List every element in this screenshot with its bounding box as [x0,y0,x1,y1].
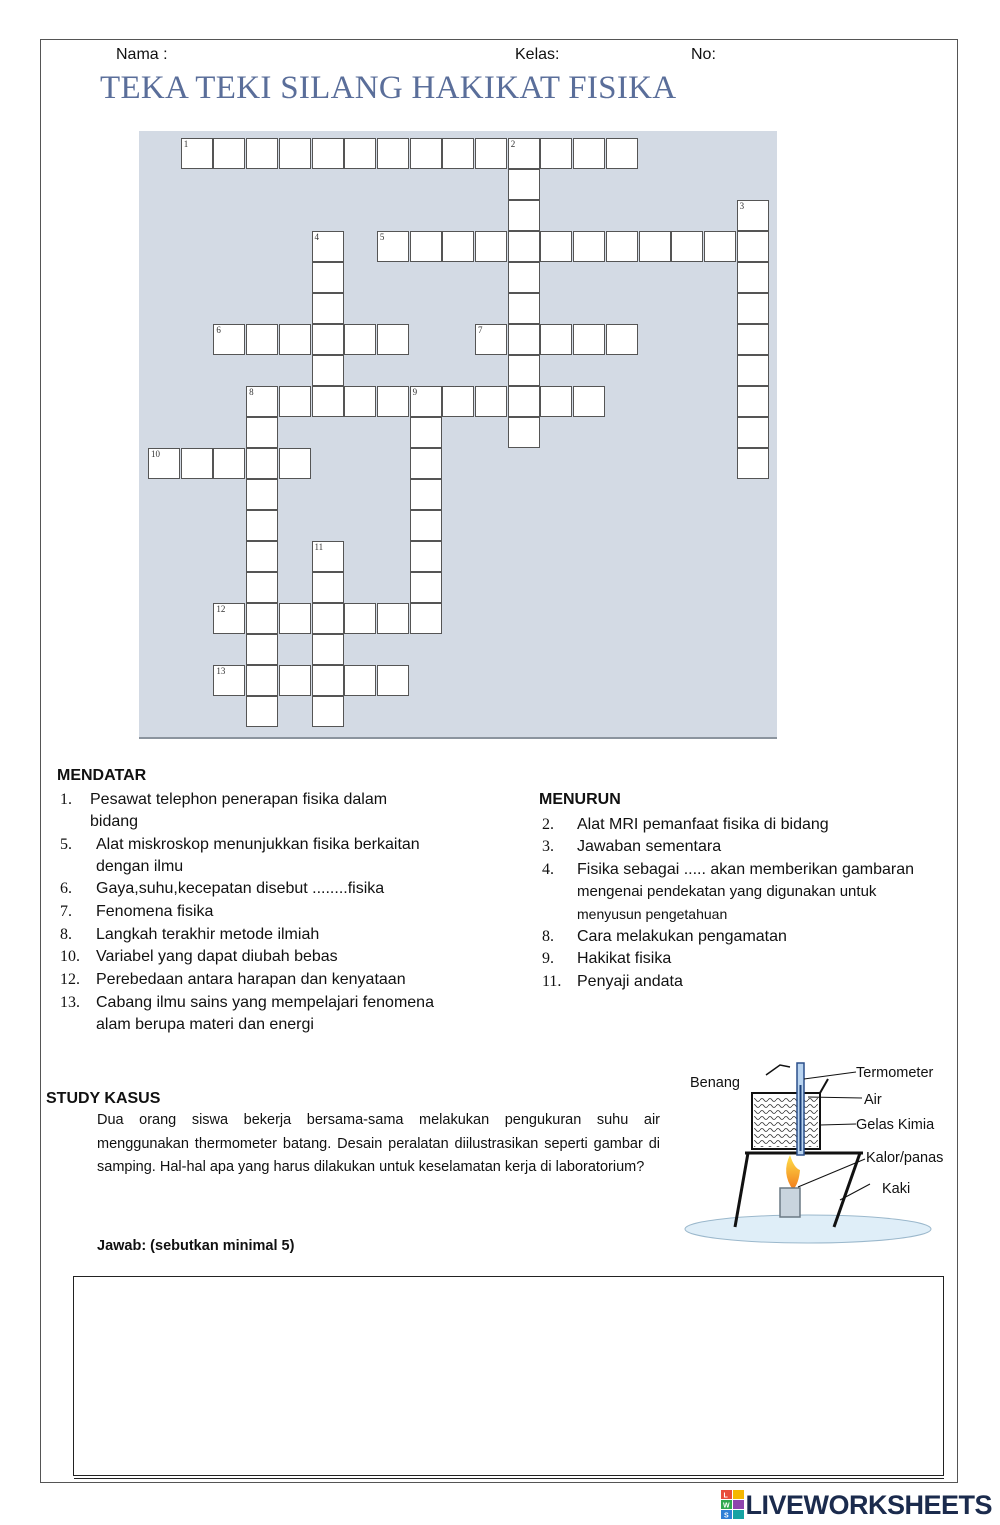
clue-number: 8 [249,387,254,397]
clue-item-text: Alat miskroskop menunjukkan fisika berkaitan [96,836,420,853]
crossword-cell[interactable] [279,448,311,479]
crossword-cell[interactable] [573,386,605,417]
clue-item [542,971,683,993]
crossword-cell[interactable] [344,386,376,417]
clue-number: 13 [216,666,226,676]
crossword-cell[interactable] [377,231,409,262]
clue-item-text: Fisika sebagai ..... akan memberikan gambaran [577,861,915,878]
logo-letter-w: W [723,1502,731,1510]
crossword-cell[interactable] [704,231,736,262]
crossword-cell[interactable] [312,634,344,665]
pointer-gelas [820,1124,856,1125]
crossword-cell[interactable] [312,603,344,634]
clue-number: 3 [739,201,745,211]
clue-number: 7 [478,325,483,335]
class-label: Kelas: [515,46,560,63]
clue-item-number: 8. [60,926,72,943]
clue-item-text: Perebedaan antara harapan dan kenyataan [96,971,406,988]
clue-number: 11 [314,542,324,552]
crossword-cell[interactable] [246,634,278,665]
clue-item-number: 11. [542,973,562,990]
clue-item [542,948,671,970]
crossword-cell[interactable] [671,231,703,262]
clue-number: 5 [379,232,385,242]
crossword-cell[interactable] [344,324,376,355]
answer-box[interactable] [73,1276,944,1476]
crossword-cell[interactable] [475,231,507,262]
clue-item [60,834,420,878]
logo-icon [721,1490,745,1520]
clue-item [60,992,434,1036]
clue-item-text: Cabang ilmu sains yang mempelajari fenomena [96,994,434,1011]
clue-item-continuation: mengenai pendekatan yang digunakan untuk [577,883,877,900]
clue-item-continuation: menyusun pengetahuan [577,906,728,922]
crossword-cell[interactable] [442,231,474,262]
crossword-cell[interactable] [606,138,638,169]
crossword-cell[interactable] [573,138,605,169]
crossword-cell[interactable] [508,169,540,200]
crossword-cell[interactable] [737,417,769,448]
clue-number: 12 [216,604,226,614]
clue-number: 1 [183,139,189,149]
crossword-cell[interactable] [737,386,769,417]
liveworksheets-logo [721,1489,992,1521]
clue-item-number: 8. [542,928,554,945]
lab-apparatus-illustration [680,1055,950,1255]
answer-label: Jawab: (sebutkan minimal 5) [97,1238,295,1254]
crossword-cell[interactable] [246,324,278,355]
page-title: TEKA TEKI SILANG HAKIKAT FISIKA [100,70,677,106]
crossword-cell[interactable] [312,262,344,293]
crossword-cell[interactable] [312,572,344,603]
clue-item [60,946,338,968]
crossword-cell[interactable] [246,386,278,417]
crossword-cell[interactable] [508,293,540,324]
crossword-cell[interactable] [312,541,344,572]
crossword-cell[interactable] [246,448,278,479]
clue-item-continuation: alam berupa materi dan energi [96,1016,314,1033]
crossword-cell[interactable] [279,603,311,634]
label-benang: Benang [690,1075,740,1091]
clue-item-number: 6. [60,880,72,897]
crossword-cell[interactable] [508,231,540,262]
crossword-cell[interactable] [246,665,278,696]
crossword-cell[interactable] [442,386,474,417]
crossword-cell[interactable] [377,138,409,169]
crossword-cell[interactable] [246,417,278,448]
clue-item-number: 12. [60,971,80,988]
clue-item [542,836,721,858]
beaker-spout [820,1079,828,1093]
crossword-cell[interactable] [312,386,344,417]
crossword-cell[interactable] [181,448,213,479]
crossword-cell[interactable] [508,386,540,417]
crossword-cell[interactable] [573,231,605,262]
crossword-cell[interactable] [213,448,245,479]
crossword-cell[interactable] [410,603,442,634]
crossword-cell[interactable] [573,324,605,355]
clue-item-text: Jawaban sementara [577,838,722,855]
crossword-cell[interactable] [540,138,572,169]
crossword-cell[interactable] [410,479,442,510]
crossword-cell[interactable] [344,603,376,634]
crossword-cell[interactable] [475,324,507,355]
crossword-cell[interactable] [279,324,311,355]
crossword-cell[interactable] [410,510,442,541]
crossword-cell[interactable] [377,603,409,634]
crossword-cell[interactable] [639,231,671,262]
crossword-cell[interactable] [246,572,278,603]
clue-item [542,814,829,836]
burner [780,1188,800,1217]
crossword-cell[interactable] [606,324,638,355]
crossword-cell[interactable] [377,324,409,355]
number-label: No: [691,46,716,63]
clue-item-number: 7. [60,903,72,920]
crossword-cell[interactable] [475,386,507,417]
crossword-cell[interactable] [410,417,442,448]
study-case-title: STUDY KASUS [46,1090,161,1107]
crossword-cell[interactable] [410,231,442,262]
crossword-cell[interactable] [312,293,344,324]
clue-item [542,926,787,948]
label-gelas-kimia: Gelas Kimia [856,1117,935,1133]
crossword-cell[interactable] [312,355,344,386]
name-label: Nama : [116,46,168,63]
clue-item-text: Pesawat telephon penerapan fisika dalam [90,791,388,808]
clue-item [542,859,914,925]
clue-item-continuation: dengan ilmu [96,858,184,875]
clue-number: 2 [510,139,516,149]
crossword-cell[interactable] [475,138,507,169]
clue-item-number: 1. [60,791,72,808]
table-surface [685,1215,931,1243]
crossword-cell[interactable] [508,138,540,169]
clue-item-number: 10. [60,948,80,965]
crossword-cell[interactable] [540,386,572,417]
crossword-cell[interactable] [410,386,442,417]
crossword-cell[interactable] [410,572,442,603]
crossword-cell[interactable] [737,200,769,231]
crossword-cell[interactable] [344,665,376,696]
clue-item [60,969,406,991]
crossword-cell[interactable] [279,138,311,169]
study-case-text: Dua orang siswa bekerja bersama-sama melakukan pengukuran suhu air menggunakan thermometer batang. Desain peralatan diilustrasikan seperti gambar di samping. Hal-hal apa yang harus dilakukan untuk keselamatan kerja di laboratorium? [97,1112,660,1175]
crossword-cell[interactable] [312,231,344,262]
crossword-cell[interactable] [508,417,540,448]
crossword-board [139,131,777,739]
crossword-cell[interactable] [737,262,769,293]
crossword-cell[interactable] [540,231,572,262]
crossword-cell[interactable] [246,603,278,634]
label-termometer: Termometer [856,1065,934,1081]
crossword-cell[interactable] [246,696,278,727]
crossword-cell[interactable] [246,510,278,541]
crossword-cell[interactable] [508,324,540,355]
crossword-cell[interactable] [606,231,638,262]
clue-item-number: 9. [542,950,554,967]
clue-item-number: 13. [60,994,80,1011]
crossword-cell[interactable] [442,138,474,169]
crossword-cell[interactable] [312,324,344,355]
clue-item [60,789,387,833]
crossword-cell[interactable] [737,355,769,386]
crossword-cell[interactable] [213,603,245,634]
crossword-cell[interactable] [410,448,442,479]
crossword-cell[interactable] [279,386,311,417]
crossword-cell[interactable] [737,293,769,324]
label-kalor: Kalor/panas [866,1150,944,1166]
crossword-cell[interactable] [540,324,572,355]
crossword-cell[interactable] [246,479,278,510]
clue-item [60,878,384,900]
crossword-cell[interactable] [213,665,245,696]
pointer-termometer [804,1072,856,1079]
crossword-cell[interactable] [508,200,540,231]
clue-number: 6 [216,325,221,335]
clue-item-text: Hakikat fisika [577,950,672,967]
crossword-cell[interactable] [737,324,769,355]
clue-number: 10 [151,449,160,459]
pointer-kalor [798,1159,865,1187]
crossword-cell[interactable] [737,231,769,262]
label-air: Air [864,1092,882,1108]
mendatar-title: MENDATAR [57,767,147,784]
crossword-cell[interactable] [508,262,540,293]
flame [786,1155,800,1190]
clue-number: 4 [314,232,319,242]
clue-item-number: 4. [542,861,554,878]
crossword-cell[interactable] [312,696,344,727]
crossword-cell[interactable] [246,541,278,572]
crossword-cell[interactable] [279,665,311,696]
clue-item-text: Penyaji andata [577,973,683,990]
crossword-cell[interactable] [148,448,180,479]
tripod-leg-left [735,1153,748,1227]
crossword-cell[interactable] [344,138,376,169]
clue-item-text: Cara melakukan pengamatan [577,928,787,945]
clue-item-number: 2. [542,816,554,833]
thread [766,1065,790,1075]
crossword-cell[interactable] [508,355,540,386]
clue-item-number: 3. [542,838,554,855]
clue-item [60,924,319,946]
clue-item-continuation: bidang [90,813,139,830]
crossword-cell[interactable] [410,541,442,572]
label-kaki: Kaki [882,1181,911,1197]
crossword-cell[interactable] [181,138,213,169]
crossword-cell[interactable] [377,386,409,417]
logo-letter-s: S [724,1512,730,1520]
crossword-cell[interactable] [246,138,278,169]
clue-item-text: Variabel yang dapat diubah bebas [96,948,338,965]
pointer-kaki [840,1184,870,1200]
clue-number: 9 [412,387,418,397]
clue-item-text: Alat MRI pemanfaat fisika di bidang [577,816,829,833]
crossword-cell[interactable] [410,138,442,169]
crossword-cell[interactable] [213,324,245,355]
clue-item-text: Gaya,suhu,kecepatan disebut ........fisika [96,880,385,897]
clue-item-number: 5. [60,836,72,853]
clue-item-text: Langkah terakhir metode ilmiah [96,926,320,943]
crossword-cell[interactable] [213,138,245,169]
crossword-cell[interactable] [377,665,409,696]
clue-item-text: Fenomena fisika [96,903,214,920]
crossword-cell[interactable] [312,138,344,169]
crossword-cell[interactable] [737,448,769,479]
logo-letter-l: L [723,1492,729,1500]
clue-item [60,901,213,923]
water [754,1097,818,1147]
menurun-title: MENURUN [539,791,621,808]
crossword-cell[interactable] [312,665,344,696]
logo-text: LIVEWORKSHEETS [745,1489,992,1520]
